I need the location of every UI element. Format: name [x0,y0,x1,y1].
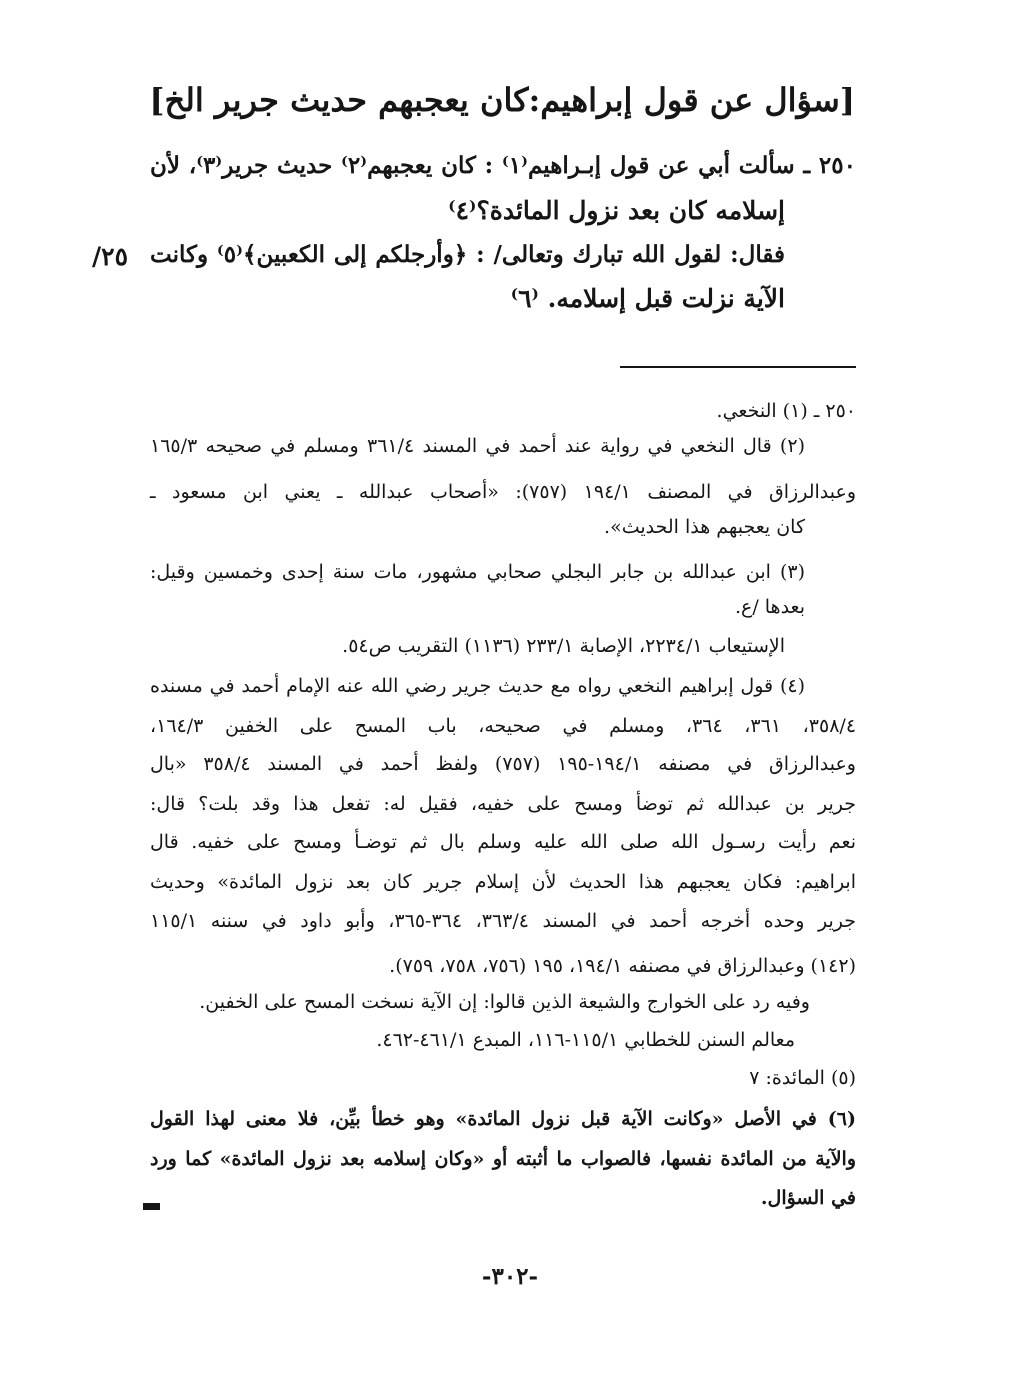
ink-mark [143,1203,160,1210]
footnote-4-line-8: (١٤٢) وعبدالرزاق في مصنفه ١٩٤/١، ١٩٥ (٧٥٦، ٧٥٨، ٧٥٩). [389,955,856,977]
main-text-line-1: ٢٥٠ ـ سألت أبي عن قول إبـراهيم⁽١⁾ : كان يعجبهم⁽٢⁾ حديث جرير⁽٣⁾، لأن [150,152,856,179]
footnote-4-line-7: جرير وحده أخرجه أحمد في المسند ٣٦٣/٤، ٣٦٤-٣٦٥، وأبو داود في سننه ١١٥/١ [150,910,856,932]
footnote-4-line-9: وفيه رد على الخوارج والشيعة الذين قالوا: إن الآية نسخت المسح على الخفين. [199,991,810,1013]
main-text-line-2: إسلامه كان بعد نزول المائدة؟⁽٤⁾ [448,196,785,225]
main-text-line-4: الآية نزلت قبل إسلامه. ⁽٦⁾ [510,284,785,313]
footnote-4-line-3: وعبدالرزاق في مصنفه ١٩٤/١-١٩٥ (٧٥٧) ولفظ أحمد في المسند ٣٥٨/٤ «بال [150,753,856,775]
section-heading: [سؤال عن قول إبراهيم:كان يعجبهم حديث جرير الخ] [149,81,855,119]
footnote-3-line-2: بعدها /ع. [734,596,805,618]
footnote-6-line-1: (٦) في الأصل «وكانت الآية قبل نزول المائدة» وهو خطأ بيِّن، فلا معنى لهذا القول [150,1108,856,1130]
page-number: -٣٠٢- [481,1263,539,1290]
footnote-4-line-4: جرير بن عبدالله ثم توضأ ومسح على خفيه، فقيل له: تفعل هذا وقد بلت؟ قال: [150,793,856,815]
footnote-6-line-2: والآية من المائدة نفسها، فالصواب ما أثبته أو «وكان إسلامه بعد نزول المائدة» كما ورد [150,1148,856,1170]
footnote-3-line-3: الإستيعاب ٢٢٣٤/١، الإصابة ٢٣٣/١ (١١٣٦) التقريب ص٥٤. [342,635,785,657]
footnote-2-line-1: (٢) قال النخعي في رواية عند أحمد في المسند ٣٦١/٤ ومسلم في صحيحه ١٦٥/٣ [150,435,805,457]
footnote-4-line-2: ٣٥٨/٤، ٣٦١، ٣٦٤، ومسلم في صحيحه، باب المسح على الخفين ١٦٤/٣، [150,715,857,737]
manuscript-folio-marker: ٢٥/ [92,242,128,271]
footnote-6-line-3: في السؤال. [760,1187,856,1209]
footnote-1: ٢٥٠ ـ (١) النخعي. [716,400,856,422]
main-text-line-3: فقال: لقول الله تبارك وتعالى/ : ﴿وأرجلكم إلى الكعبين﴾⁽٥⁾ وكانت [150,241,785,268]
footnote-4-line-1: (٤) قول إبراهيم النخعي رواه مع حديث جرير رضي الله عنه الإمام أحمد في مسنده [150,675,805,697]
footnote-4-line-5: نعم رأيت رسـول الله صلى الله عليه وسلم بال ثم توضـأ ومسح على خفيه. قال [150,831,856,853]
footnote-2-line-3: كان يعجبهم هذا الحديث». [604,516,805,538]
footnote-3-line-1: (٣) ابن عبدالله بن جابر البجلي صحابي مشهور، مات سنة إحدى وخمسين وقيل: [150,561,805,583]
footnote-4-line-6: ابراهيم: فكان يعجبهم هذا الحديث لأن إسلام جرير كان بعد نزول المائدة» وحديث [150,871,856,893]
footnote-4-line-10: معالم السنن للخطابي ١١٥/١-١١٦، المبدع ٤٦١/١-٤٦٢. [376,1029,795,1051]
footnote-2-line-2: وعبدالرزاق في المصنف ١٩٤/١ (٧٥٧): «أصحاب عبدالله ـ يعني ابن مسعود ـ [150,481,857,503]
footnote-5: (٥) المائدة: ٧ [749,1067,856,1089]
footnote-separator [620,366,856,368]
